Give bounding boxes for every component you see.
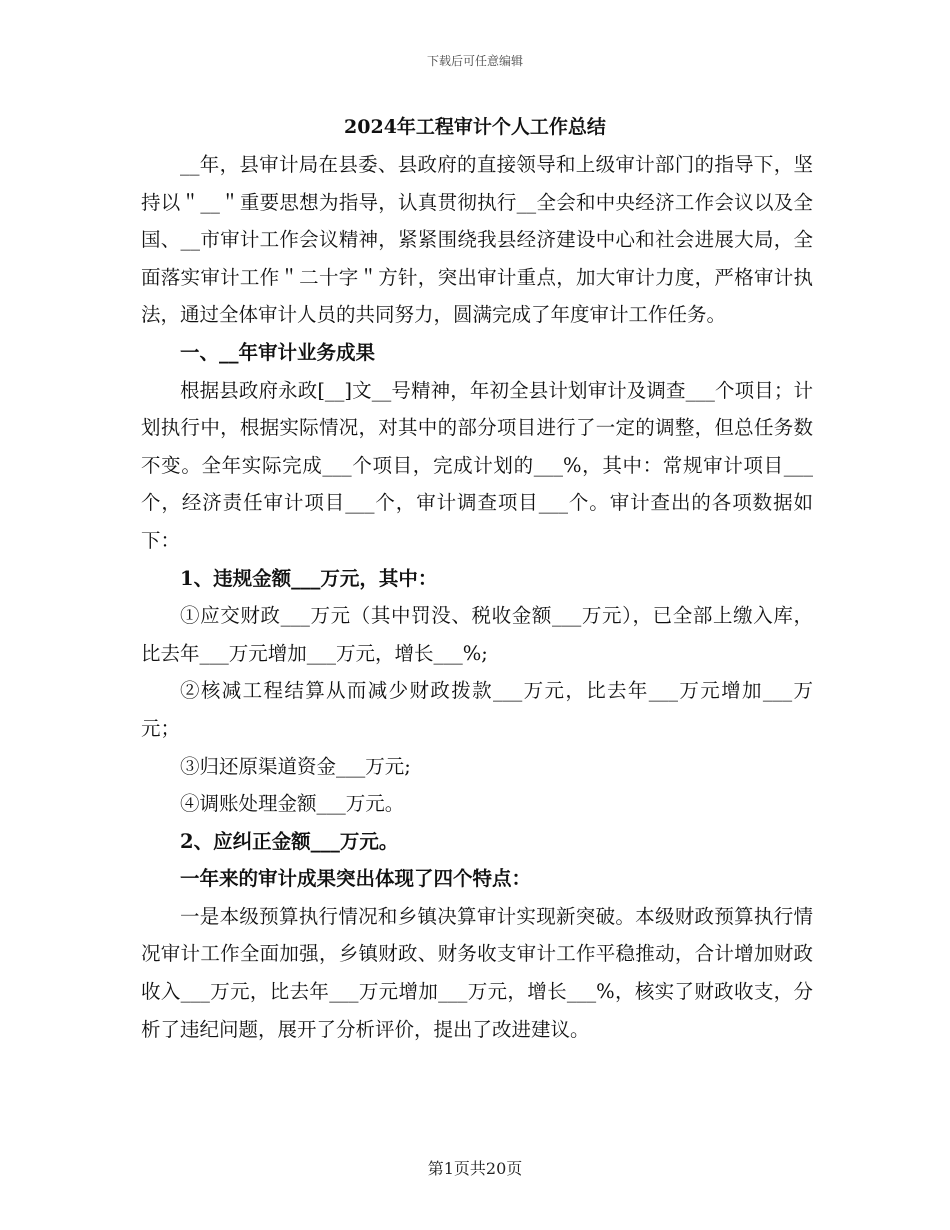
page-header-note: 下载后可任意编辑: [426, 54, 523, 68]
list-item: ③归还原渠道资金___万元;: [180, 754, 411, 778]
subsection-heading: 一年来的审计成果突出体现了四个特点：: [180, 867, 532, 891]
paragraph: 根据县政府永政[__]文__号精神，年初全县计划审计及调查___个项目；计划执行中，根据实际情况，对其中的部分项目进行了一定的调整，但总任务数不变。全年实际完成___个项目，完成计划的___%，其中：常规审计项目___个，经济责任审计项目___个，审计调查项目___个。审计查出的各项数据如下：: [141, 378, 813, 552]
subsection-heading: 1、违规金额___万元，其中：: [180, 566, 438, 590]
page-number: 第1页共20页: [427, 1159, 523, 1178]
list-item: ②核减工程结算从而减少财政拨款___万元，比去年___万元增加___万元；: [141, 679, 813, 740]
document-body: [141, 146, 813, 1048]
document-title: 2024年工程审计个人工作总结: [344, 116, 606, 138]
list-item: ④调账处理金额___万元。: [180, 792, 405, 816]
subsection-heading: 2、应纠正金额___万元。: [180, 829, 399, 853]
list-item: ①应交财政___万元（其中罚没、税收金额___万元），已全部上缴入库，比去年___万元增加___万元，增长___%;: [141, 604, 813, 665]
section-heading: 一、__年审计业务成果: [180, 340, 376, 364]
paragraph-intro: __年，县审计局在县委、县政府的直接领导和上级审计部门的指导下，坚持以＂__＂重要思想为指导，认真贯彻执行__全会和中央经济工作会议以及全国、__市审计工作会议精神，紧紧围绕我县经济建设中心和社会进展大局，全面落实审计工作＂二十字＂方针，突出审计重点，加大审计力度，严格审计执法，通过全体审计人员的共同努力，圆满完成了年度审计工作任务。: [141, 153, 813, 327]
paragraph: 一是本级预算执行情况和乡镇决算审计实现新突破。本级财政预算执行情况审计工作全面加强，乡镇财政、财务收支审计工作平稳推动，合计增加财政收入___万元，比去年___万元增加___万元，增长___%，核实了财政收支，分析了违纪问题，展开了分析评价，提出了改进建议。: [141, 904, 813, 1041]
